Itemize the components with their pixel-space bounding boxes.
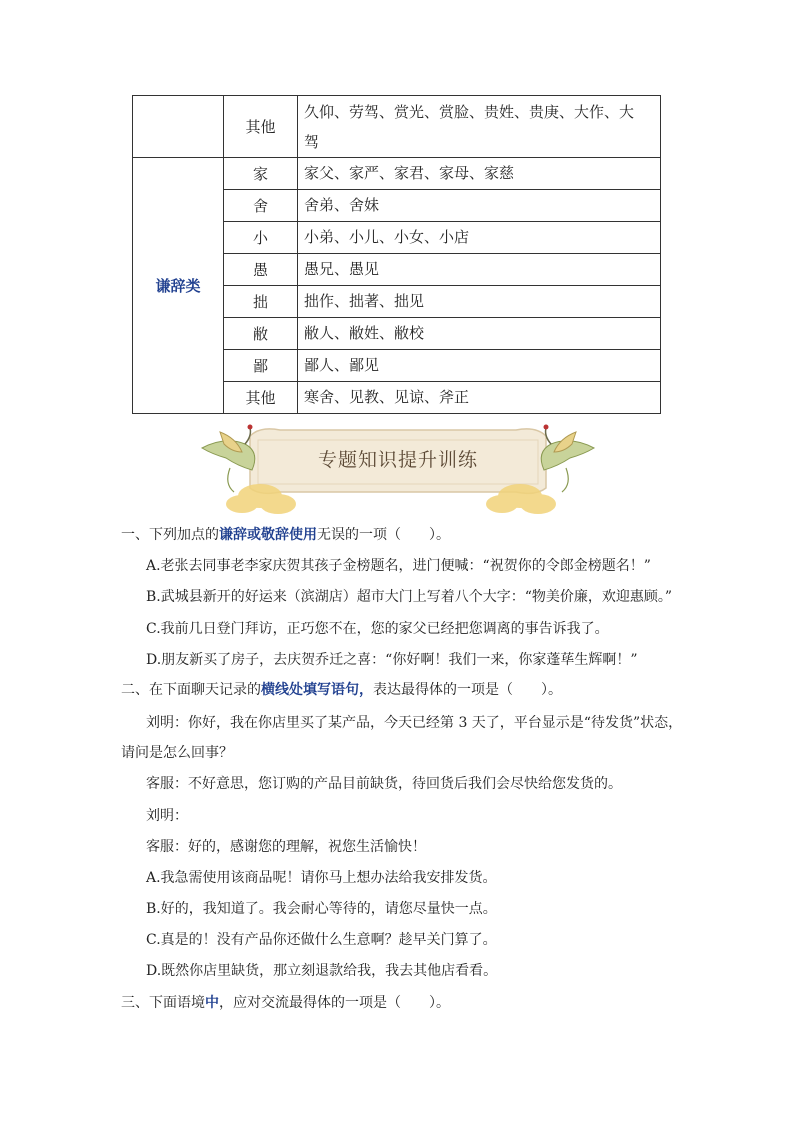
- table-cell-words: 愚兄、愚见: [298, 254, 661, 286]
- question-2-option-c: C.真是的！没有产品你还做什么生意啊？趁早关门算了。: [146, 932, 497, 948]
- table-cell-key: 愚: [224, 254, 298, 286]
- dialogue-line: 刘明：你好，我在你店里买了某产品，今天已经第 3 天了，平台显示是“待发货”状态，: [146, 715, 683, 731]
- question-1-option-d: D.朋友新买了房子，去庆贺乔迁之喜：“你好啊！我们一来，你家蓬荜生辉啊！”: [146, 652, 638, 668]
- question-1-option-c: C.我前几日登门拜访，正巧您不在，您的家父已经把您调离的事告诉我了。: [146, 621, 609, 637]
- words-line: 驾: [304, 132, 320, 151]
- words-line: 久仰、劳驾、赏光、赏脸、贵姓、贵庚、大作、大: [304, 102, 635, 121]
- section-banner: [190, 418, 606, 518]
- table-cell-key: 拙: [224, 286, 298, 318]
- table-cell-words: 舍弟、舍妹: [298, 190, 661, 222]
- dialogue-line: 客服：不好意思，您订购的产品目前缺货，待回货后我们会尽快给您发货的。: [146, 776, 622, 792]
- table-cell-words: 小弟、小儿、小女、小店: [298, 222, 661, 254]
- stem-part: 三、下面语境: [121, 995, 205, 1011]
- question-1-stem: [121, 525, 450, 545]
- table-cell-words: 敝人、敝姓、敝校: [298, 318, 661, 350]
- table-cell-key: 鄙: [224, 350, 298, 382]
- table-row: [133, 158, 661, 190]
- question-1-option-b: B.武城县新开的好运来（滨湖店）超市大门上写着八个大字：“物美价廉，欢迎惠顾。”: [146, 589, 673, 605]
- table-cell-key: 敝: [224, 318, 298, 350]
- question-2-stem: [121, 680, 562, 700]
- question-2-option-b: B.好的，我知道了。我会耐心等待的，请您尽量快一点。: [146, 901, 497, 917]
- question-1-option-a: A.老张去同事老李家庆贺其孩子金榜题名，进门便喊：“祝贺你的令郎金榜题名！”: [146, 558, 651, 574]
- question-2-option-d: D.既然你店里缺货，那立刻退款给我，我去其他店看看。: [146, 963, 498, 979]
- stem-emphasis: 横线处填写语句，: [261, 682, 373, 698]
- stem-part: 的一项是（ ）。: [443, 682, 562, 698]
- table-row: [133, 96, 661, 158]
- banner-title: 专题知识提升训练: [317, 449, 478, 471]
- table-cell-key: 舍: [224, 190, 298, 222]
- table-cell-key: 其他: [224, 382, 298, 414]
- honorific-table: [132, 95, 661, 414]
- question-2-option-a: A.我急需使用该商品呢！请你马上想办法给我安排发货。: [146, 870, 497, 886]
- dialogue-line: 请问是怎么回事？: [121, 745, 233, 761]
- stem-part: 无误的一项（ ）。: [317, 527, 450, 543]
- stem-part: 表达最得体: [373, 682, 443, 698]
- stem-emphasis: 中: [205, 995, 219, 1011]
- stem-part: ，应对交流最得体的一项是（ ）。: [219, 995, 450, 1011]
- dialogue-line: 刘明：: [146, 808, 188, 824]
- question-3-stem: [121, 993, 450, 1013]
- table-cell-category: 谦辞类: [133, 158, 224, 414]
- stem-part: 二、在下面聊天记录的: [121, 682, 261, 698]
- table-cell-words: 家父、家严、家君、家母、家慈: [298, 158, 661, 190]
- table-cell-words: [298, 96, 661, 158]
- dialogue-line: 客服：好的，感谢您的理解，祝您生活愉快！: [146, 839, 426, 855]
- table-cell-key: 其他: [224, 96, 298, 158]
- table-cell-words: 拙作、拙著、拙见: [298, 286, 661, 318]
- stem-emphasis: 谦辞或敬辞使用: [219, 527, 317, 543]
- table-cell-category: [133, 96, 224, 158]
- table-cell-words: 寒舍、见教、见谅、斧正: [298, 382, 661, 414]
- table-cell-key: 家: [224, 158, 298, 190]
- table-cell-key: 小: [224, 222, 298, 254]
- table-cell-words: 鄙人、鄙见: [298, 350, 661, 382]
- stem-part: 一、下列加点的: [121, 527, 219, 543]
